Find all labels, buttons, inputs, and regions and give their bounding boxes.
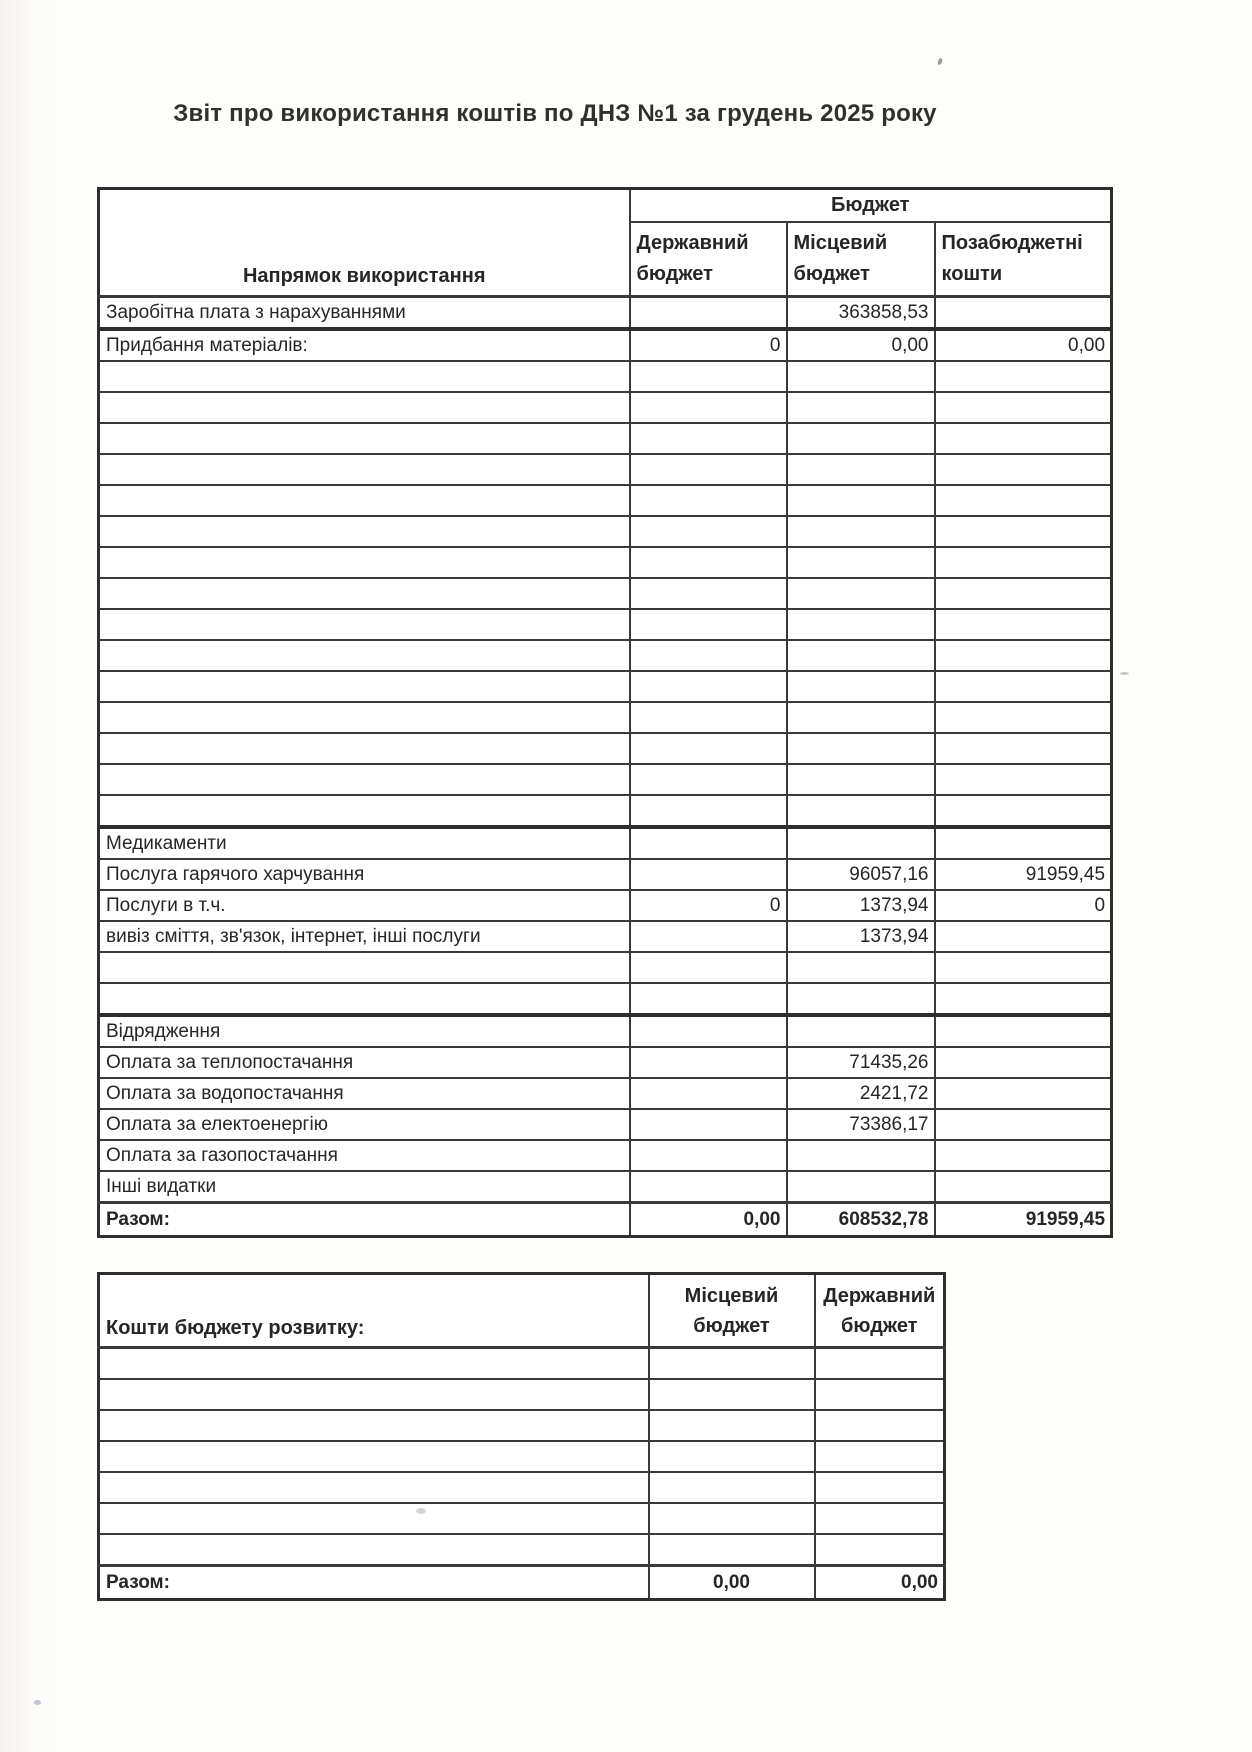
row-local-value	[649, 1472, 815, 1503]
row-extra-value: 0,00	[935, 329, 1112, 361]
row-local-value	[787, 1140, 935, 1171]
table-row	[99, 921, 1112, 952]
row-state-value	[630, 1140, 787, 1171]
row-local-value	[649, 1410, 815, 1441]
row-state-value	[630, 361, 787, 392]
main-table-header	[99, 189, 1112, 297]
table-row	[99, 764, 1112, 795]
row-local-value	[649, 1379, 815, 1410]
dev-table-body	[99, 1348, 945, 1566]
table-row	[99, 547, 1112, 578]
row-label	[99, 454, 630, 485]
row-extra-value	[935, 952, 1112, 983]
table-row	[99, 1171, 1112, 1203]
dev-table-footer	[99, 1566, 945, 1600]
table-row	[99, 1015, 1112, 1047]
table-row	[99, 297, 1112, 330]
row-label	[99, 1348, 649, 1380]
row-extra-value	[935, 764, 1112, 795]
row-state-value	[630, 795, 787, 827]
row-label: Оплата за електоенергію	[99, 1109, 630, 1140]
row-local-value	[787, 361, 935, 392]
row-state-value	[630, 454, 787, 485]
total-local-value: 608532,78	[787, 1203, 935, 1237]
row-state-value	[815, 1379, 945, 1410]
scan-artifact	[34, 1700, 41, 1705]
row-extra-value	[935, 921, 1112, 952]
row-label: Оплата за водопостачання	[99, 1078, 630, 1109]
row-state-value	[630, 485, 787, 516]
main-table-footer	[99, 1203, 1112, 1237]
row-state-value	[815, 1503, 945, 1534]
row-extra-value	[935, 1047, 1112, 1078]
row-local-value: 0,00	[787, 329, 935, 361]
row-state-value	[630, 983, 787, 1015]
row-extra-value	[935, 516, 1112, 547]
table-row	[99, 1047, 1112, 1078]
row-local-value: 363858,53	[787, 297, 935, 330]
row-label	[99, 1441, 649, 1472]
row-state-value	[815, 1441, 945, 1472]
row-local-value: 1373,94	[787, 921, 935, 952]
page-title: Звіт про використання коштів по ДНЗ №1 за грудень 2025 року	[173, 100, 937, 127]
row-label	[99, 702, 630, 733]
row-label: Придбання матеріалів:	[99, 329, 630, 361]
row-local-value	[787, 764, 935, 795]
table-row	[99, 859, 1112, 890]
row-local-value	[787, 1015, 935, 1047]
row-local-value: 73386,17	[787, 1109, 935, 1140]
row-label: Інші видатки	[99, 1171, 630, 1203]
column-header-local-budget: Місцевий бюджет	[787, 222, 935, 297]
row-extra-value	[935, 423, 1112, 454]
table-row	[99, 795, 1112, 827]
row-label	[99, 1534, 649, 1566]
row-state-value	[630, 859, 787, 890]
row-state-value	[815, 1410, 945, 1441]
row-extra-value	[935, 485, 1112, 516]
scan-artifact	[1120, 672, 1129, 675]
table-row	[99, 392, 1112, 423]
row-label: Заробітна плата з нарахуваннями	[99, 297, 630, 330]
total-state-value: 0,00	[630, 1203, 787, 1237]
row-extra-value	[935, 1109, 1112, 1140]
table-row	[99, 671, 1112, 702]
row-label: Відрядження	[99, 1015, 630, 1047]
row-local-value	[787, 516, 935, 547]
row-label	[99, 795, 630, 827]
row-label	[99, 578, 630, 609]
total-row	[99, 1203, 1112, 1237]
row-label	[99, 983, 630, 1015]
row-state-value	[815, 1534, 945, 1566]
table-row	[99, 1441, 945, 1472]
row-extra-value	[935, 609, 1112, 640]
main-expenditure-table	[97, 187, 1113, 1238]
row-local-value: 71435,26	[787, 1047, 935, 1078]
row-state-value	[630, 578, 787, 609]
table-row	[99, 1078, 1112, 1109]
row-local-value	[787, 952, 935, 983]
dev-total-row	[99, 1566, 945, 1600]
row-local-value	[787, 640, 935, 671]
table-row	[99, 890, 1112, 921]
row-label	[99, 764, 630, 795]
row-local-value	[787, 733, 935, 764]
column-header-state-budget: Державний бюджет	[630, 222, 787, 297]
table-row	[99, 1109, 1112, 1140]
scan-artifact	[937, 58, 943, 66]
row-label	[99, 1410, 649, 1441]
table-row	[99, 578, 1112, 609]
table-row	[99, 827, 1112, 859]
row-local-value	[787, 609, 935, 640]
row-state-value	[630, 921, 787, 952]
row-extra-value	[935, 983, 1112, 1015]
row-label	[99, 516, 630, 547]
row-label: Оплата за теплопостачання	[99, 1047, 630, 1078]
row-extra-value	[935, 392, 1112, 423]
dev-header-label: Кошти бюджету розвитку:	[99, 1274, 649, 1348]
row-state-value	[630, 702, 787, 733]
row-label: вивіз сміття, зв'язок, інтернет, інші послуги	[99, 921, 630, 952]
table-row	[99, 733, 1112, 764]
table-row	[99, 952, 1112, 983]
row-local-value	[787, 795, 935, 827]
table-row	[99, 329, 1112, 361]
row-local-value	[787, 1171, 935, 1203]
row-extra-value	[935, 1015, 1112, 1047]
row-extra-value	[935, 578, 1112, 609]
table-row	[99, 1472, 945, 1503]
row-local-value	[787, 423, 935, 454]
row-local-value	[649, 1348, 815, 1380]
dev-total-local-value: 0,00	[649, 1566, 815, 1600]
dev-total-label: Разом:	[99, 1566, 649, 1600]
table-row	[99, 1410, 945, 1441]
table-row	[99, 1379, 945, 1410]
row-state-value	[630, 516, 787, 547]
row-extra-value	[935, 1078, 1112, 1109]
dev-total-state-value: 0,00	[815, 1566, 945, 1600]
row-state-value	[630, 640, 787, 671]
table-row	[99, 1503, 945, 1534]
development-budget-table	[97, 1272, 946, 1601]
row-local-value	[787, 578, 935, 609]
row-label	[99, 733, 630, 764]
row-label	[99, 952, 630, 983]
row-label	[99, 392, 630, 423]
table-row	[99, 454, 1112, 485]
row-state-value: 0	[630, 329, 787, 361]
row-state-value	[630, 952, 787, 983]
row-extra-value	[935, 702, 1112, 733]
table-row	[99, 609, 1112, 640]
row-extra-value: 0	[935, 890, 1112, 921]
dev-table-header	[99, 1274, 945, 1348]
row-state-value	[630, 423, 787, 454]
row-local-value	[787, 454, 935, 485]
row-state-value	[630, 609, 787, 640]
main-table-body	[99, 297, 1112, 1203]
row-extra-value	[935, 733, 1112, 764]
column-header-direction: Напрямок використання	[99, 189, 630, 297]
row-local-value	[787, 702, 935, 733]
table-row	[99, 1348, 945, 1380]
table-row	[99, 983, 1112, 1015]
row-extra-value	[935, 361, 1112, 392]
row-extra-value	[935, 1140, 1112, 1171]
row-label: Оплата за газопостачання	[99, 1140, 630, 1171]
row-label	[99, 1503, 649, 1534]
dev-column-header-local-budget: Місцевий бюджет	[649, 1274, 815, 1348]
row-local-value: 1373,94	[787, 890, 935, 921]
table-row	[99, 361, 1112, 392]
row-extra-value	[935, 640, 1112, 671]
row-state-value	[630, 1047, 787, 1078]
row-label	[99, 1472, 649, 1503]
row-state-value	[630, 1109, 787, 1140]
total-extra-value: 91959,45	[935, 1203, 1112, 1237]
row-label	[99, 423, 630, 454]
table-row	[99, 640, 1112, 671]
row-label	[99, 640, 630, 671]
row-label	[99, 671, 630, 702]
row-label	[99, 1379, 649, 1410]
table-row	[99, 1140, 1112, 1171]
row-state-value	[630, 297, 787, 330]
row-local-value	[787, 392, 935, 423]
table-row	[99, 516, 1112, 547]
row-extra-value	[935, 827, 1112, 859]
row-state-value	[630, 1078, 787, 1109]
total-label: Разом:	[99, 1203, 630, 1237]
row-local-value: 2421,72	[787, 1078, 935, 1109]
row-state-value	[630, 827, 787, 859]
row-label	[99, 361, 630, 392]
row-state-value	[815, 1472, 945, 1503]
table-row	[99, 702, 1112, 733]
column-header-extrabudget-funds: Позабюджетні кошти	[935, 222, 1112, 297]
row-state-value	[815, 1348, 945, 1380]
row-state-value	[630, 671, 787, 702]
row-state-value	[630, 547, 787, 578]
row-local-value	[649, 1503, 815, 1534]
row-extra-value	[935, 671, 1112, 702]
row-label: Послуги в т.ч.	[99, 890, 630, 921]
dev-column-header-state-budget: Державний бюджет	[815, 1274, 945, 1348]
row-state-value	[630, 392, 787, 423]
row-local-value	[787, 547, 935, 578]
row-local-value	[787, 983, 935, 1015]
row-local-value	[787, 827, 935, 859]
row-local-value: 96057,16	[787, 859, 935, 890]
row-local-value	[649, 1441, 815, 1472]
row-state-value: 0	[630, 890, 787, 921]
column-group-budget: Бюджет	[630, 189, 1112, 223]
table-row	[99, 1534, 945, 1566]
row-state-value	[630, 764, 787, 795]
row-label: Послуга гарячого харчування	[99, 859, 630, 890]
row-extra-value	[935, 1171, 1112, 1203]
row-state-value	[630, 1171, 787, 1203]
row-label	[99, 547, 630, 578]
row-state-value	[630, 1015, 787, 1047]
row-label	[99, 485, 630, 516]
row-label: Медикаменти	[99, 827, 630, 859]
row-extra-value	[935, 297, 1112, 330]
table-row	[99, 423, 1112, 454]
row-extra-value	[935, 547, 1112, 578]
row-local-value	[649, 1534, 815, 1566]
row-local-value	[787, 485, 935, 516]
row-local-value	[787, 671, 935, 702]
row-state-value	[630, 733, 787, 764]
table-row	[99, 485, 1112, 516]
row-extra-value	[935, 454, 1112, 485]
row-extra-value	[935, 795, 1112, 827]
row-extra-value: 91959,45	[935, 859, 1112, 890]
row-label	[99, 609, 630, 640]
